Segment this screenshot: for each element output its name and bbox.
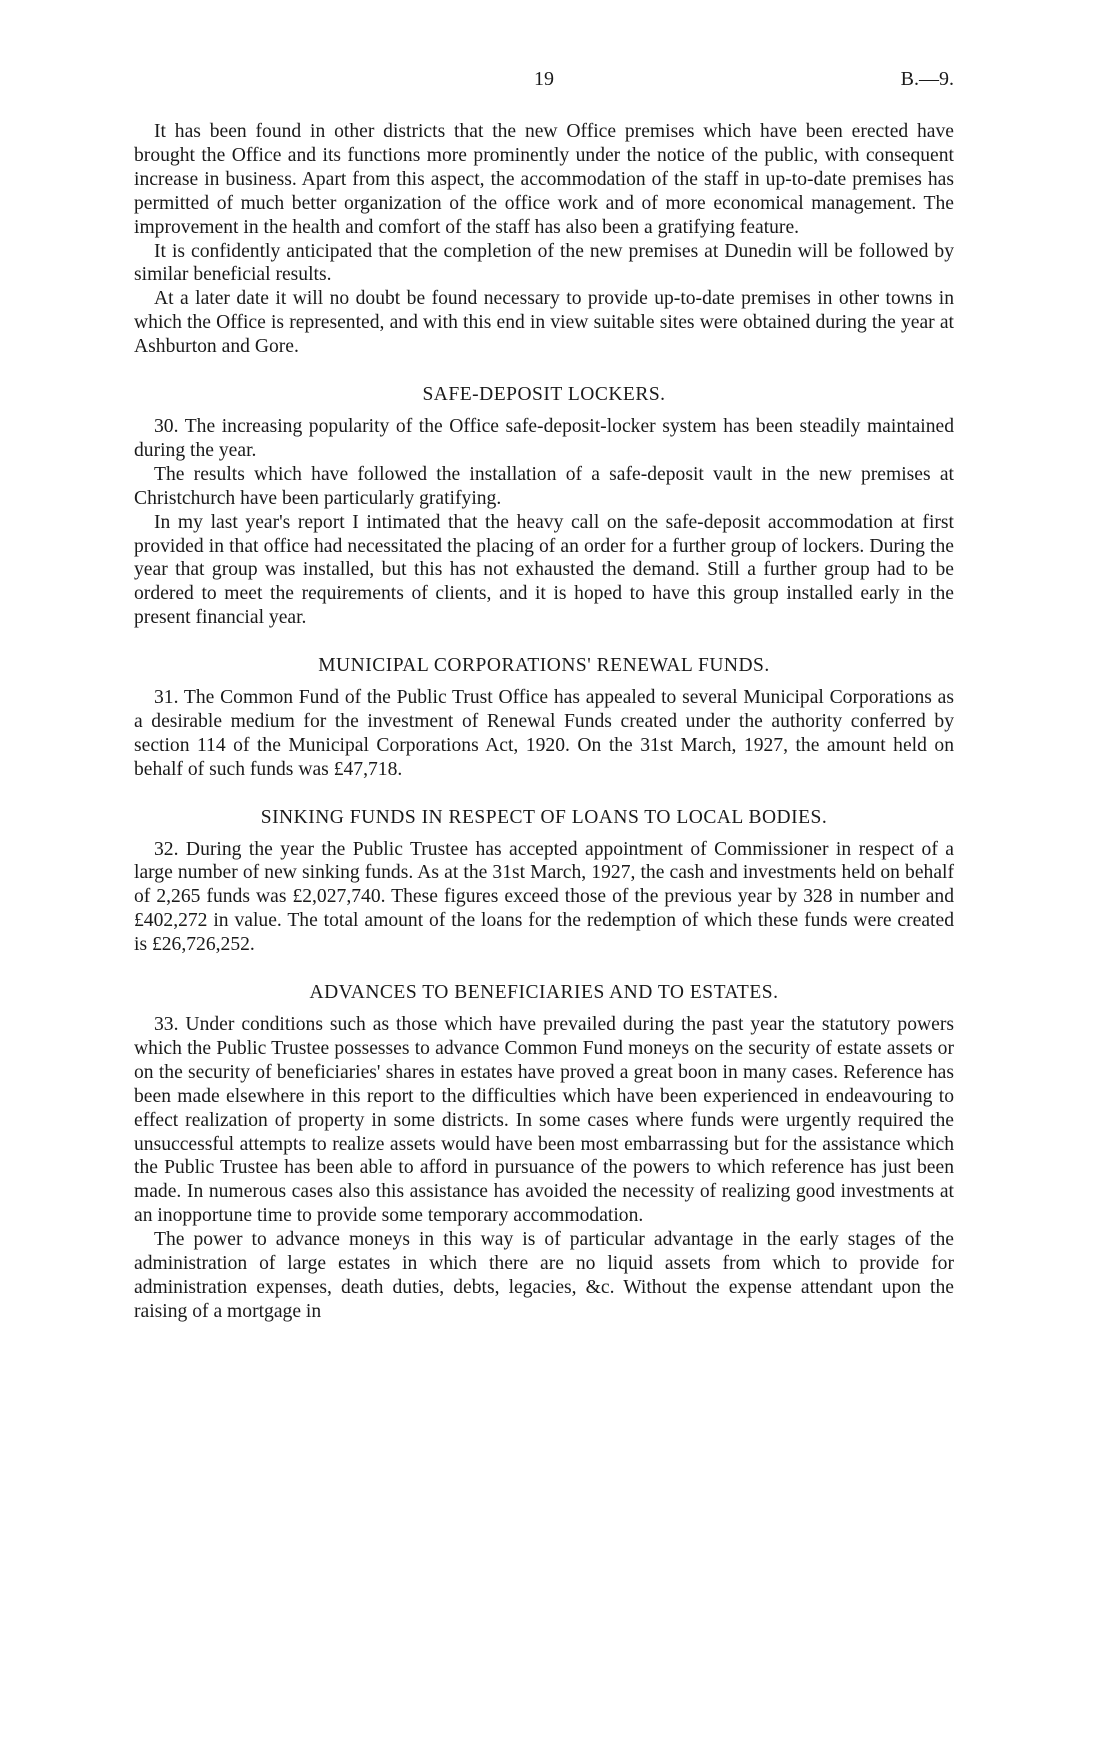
- body-text: [134, 120, 954, 1324]
- section-heading-municipal-renewal-funds: MUNICIPAL CORPORATIONS' RENEWAL FUNDS.: [318, 655, 770, 677]
- section-heading-advances: ADVANCES TO BENEFICIARIES AND TO ESTATES.: [309, 982, 779, 1004]
- page-header: [134, 68, 954, 98]
- paragraph-33: 33. Under conditions such as those which have prevailed during the past year the statutory powers which the Public Trustee possesses to advance Common Fund moneys on the security of estate assets or on the security of beneficiaries' shares in estates have proved a great boon in many cases. Reference has been made elsewhere in this report to the difficulties which have been experienced in endeavouring to effect realization of property in some districts. In some cases where funds were urgently required the unsuccessful attempts to realize assets would have been most embarrassing but for the assistance which the Public Trustee has been able to afford in pursuance of the powers to which reference has just been made. In numerous cases also this assistance has avoided the necessity of realizing good investments at an inopportune time to provide some temporary accommodation.: [134, 1014, 954, 1227]
- document-reference: B.—9.: [900, 68, 954, 90]
- intro-paragraph-2: It is confidently anticipated that the completion of the new premises at Dunedin will be followed by similar beneficial results.: [134, 240, 954, 286]
- page-number: 19: [534, 68, 554, 90]
- paragraph-30-b: The results which have followed the installation of a safe-deposit vault in the new premises at Christchurch have been particularly gratifying.: [134, 463, 954, 509]
- paragraph-31: 31. The Common Fund of the Public Trust Office has appealed to several Municipal Corporations as a desirable medium for the investment of Renewal Funds created under the authority conferred by section 114 of the Municipal Corporations Act, 1920. On the 31st March, 1927, the amount held on behalf of such funds was £47,718.: [134, 687, 954, 780]
- section-heading-sinking-funds: SINKING FUNDS IN RESPECT OF LOANS TO LOCAL BODIES.: [260, 806, 828, 828]
- paragraph-33-b: The power to advance moneys in this way is of particular advantage in the early stages of the administration of large estates in which there are no liquid assets from which to provide for administration expenses, death duties, debts, legacies, &c. Without the expense attendant upon the raising of a mortgage in: [134, 1229, 954, 1322]
- paragraph-32: 32. During the year the Public Trustee has accepted appointment of Commissioner in respect of a large number of new sinking funds. As at the 31st March, 1927, the cash and investments held on behalf of 2,265 funds was £2,027,740. These figures exceed those of the previous year by 328 in number and £402,272 in value. The total amount of the loans for the redemption of which these funds were created is £26,726,252.: [134, 838, 954, 956]
- paragraph-30-c: In my last year's report I intimated that the heavy call on the safe-deposit accommodation at first provided in that office had necessitated the placing of an order for a further group of lockers. During the year that group was installed, but this has not exhausted the demand. Still a further group had to be ordered to meet the requirements of clients, and it is hoped to have this group installed early in the present financial year.: [134, 511, 954, 629]
- section-heading-safe-deposit-lockers: SAFE-DEPOSIT LOCKERS.: [422, 384, 666, 406]
- paragraph-30: 30. The increasing popularity of the Office safe-deposit-locker system has been steadily maintained during the year.: [134, 415, 954, 461]
- intro-paragraph-3: At a later date it will no doubt be found necessary to provide up-to-date premises in other towns in which the Office is represented, and with this end in view suitable sites were obtained during the year at Ashburton and Gore.: [134, 288, 954, 358]
- intro-paragraph-1: It has been found in other districts that the new Office premises which have been erected have brought the Office and its functions more prominently under the notice of the public, with consequent increase in business. Apart from this aspect, the accommodation of the staff in up-to-date premises has permitted of much better organization of the office work and of more economical management. The improvement in the health and comfort of the staff has also been a gratifying feature.: [134, 121, 954, 238]
